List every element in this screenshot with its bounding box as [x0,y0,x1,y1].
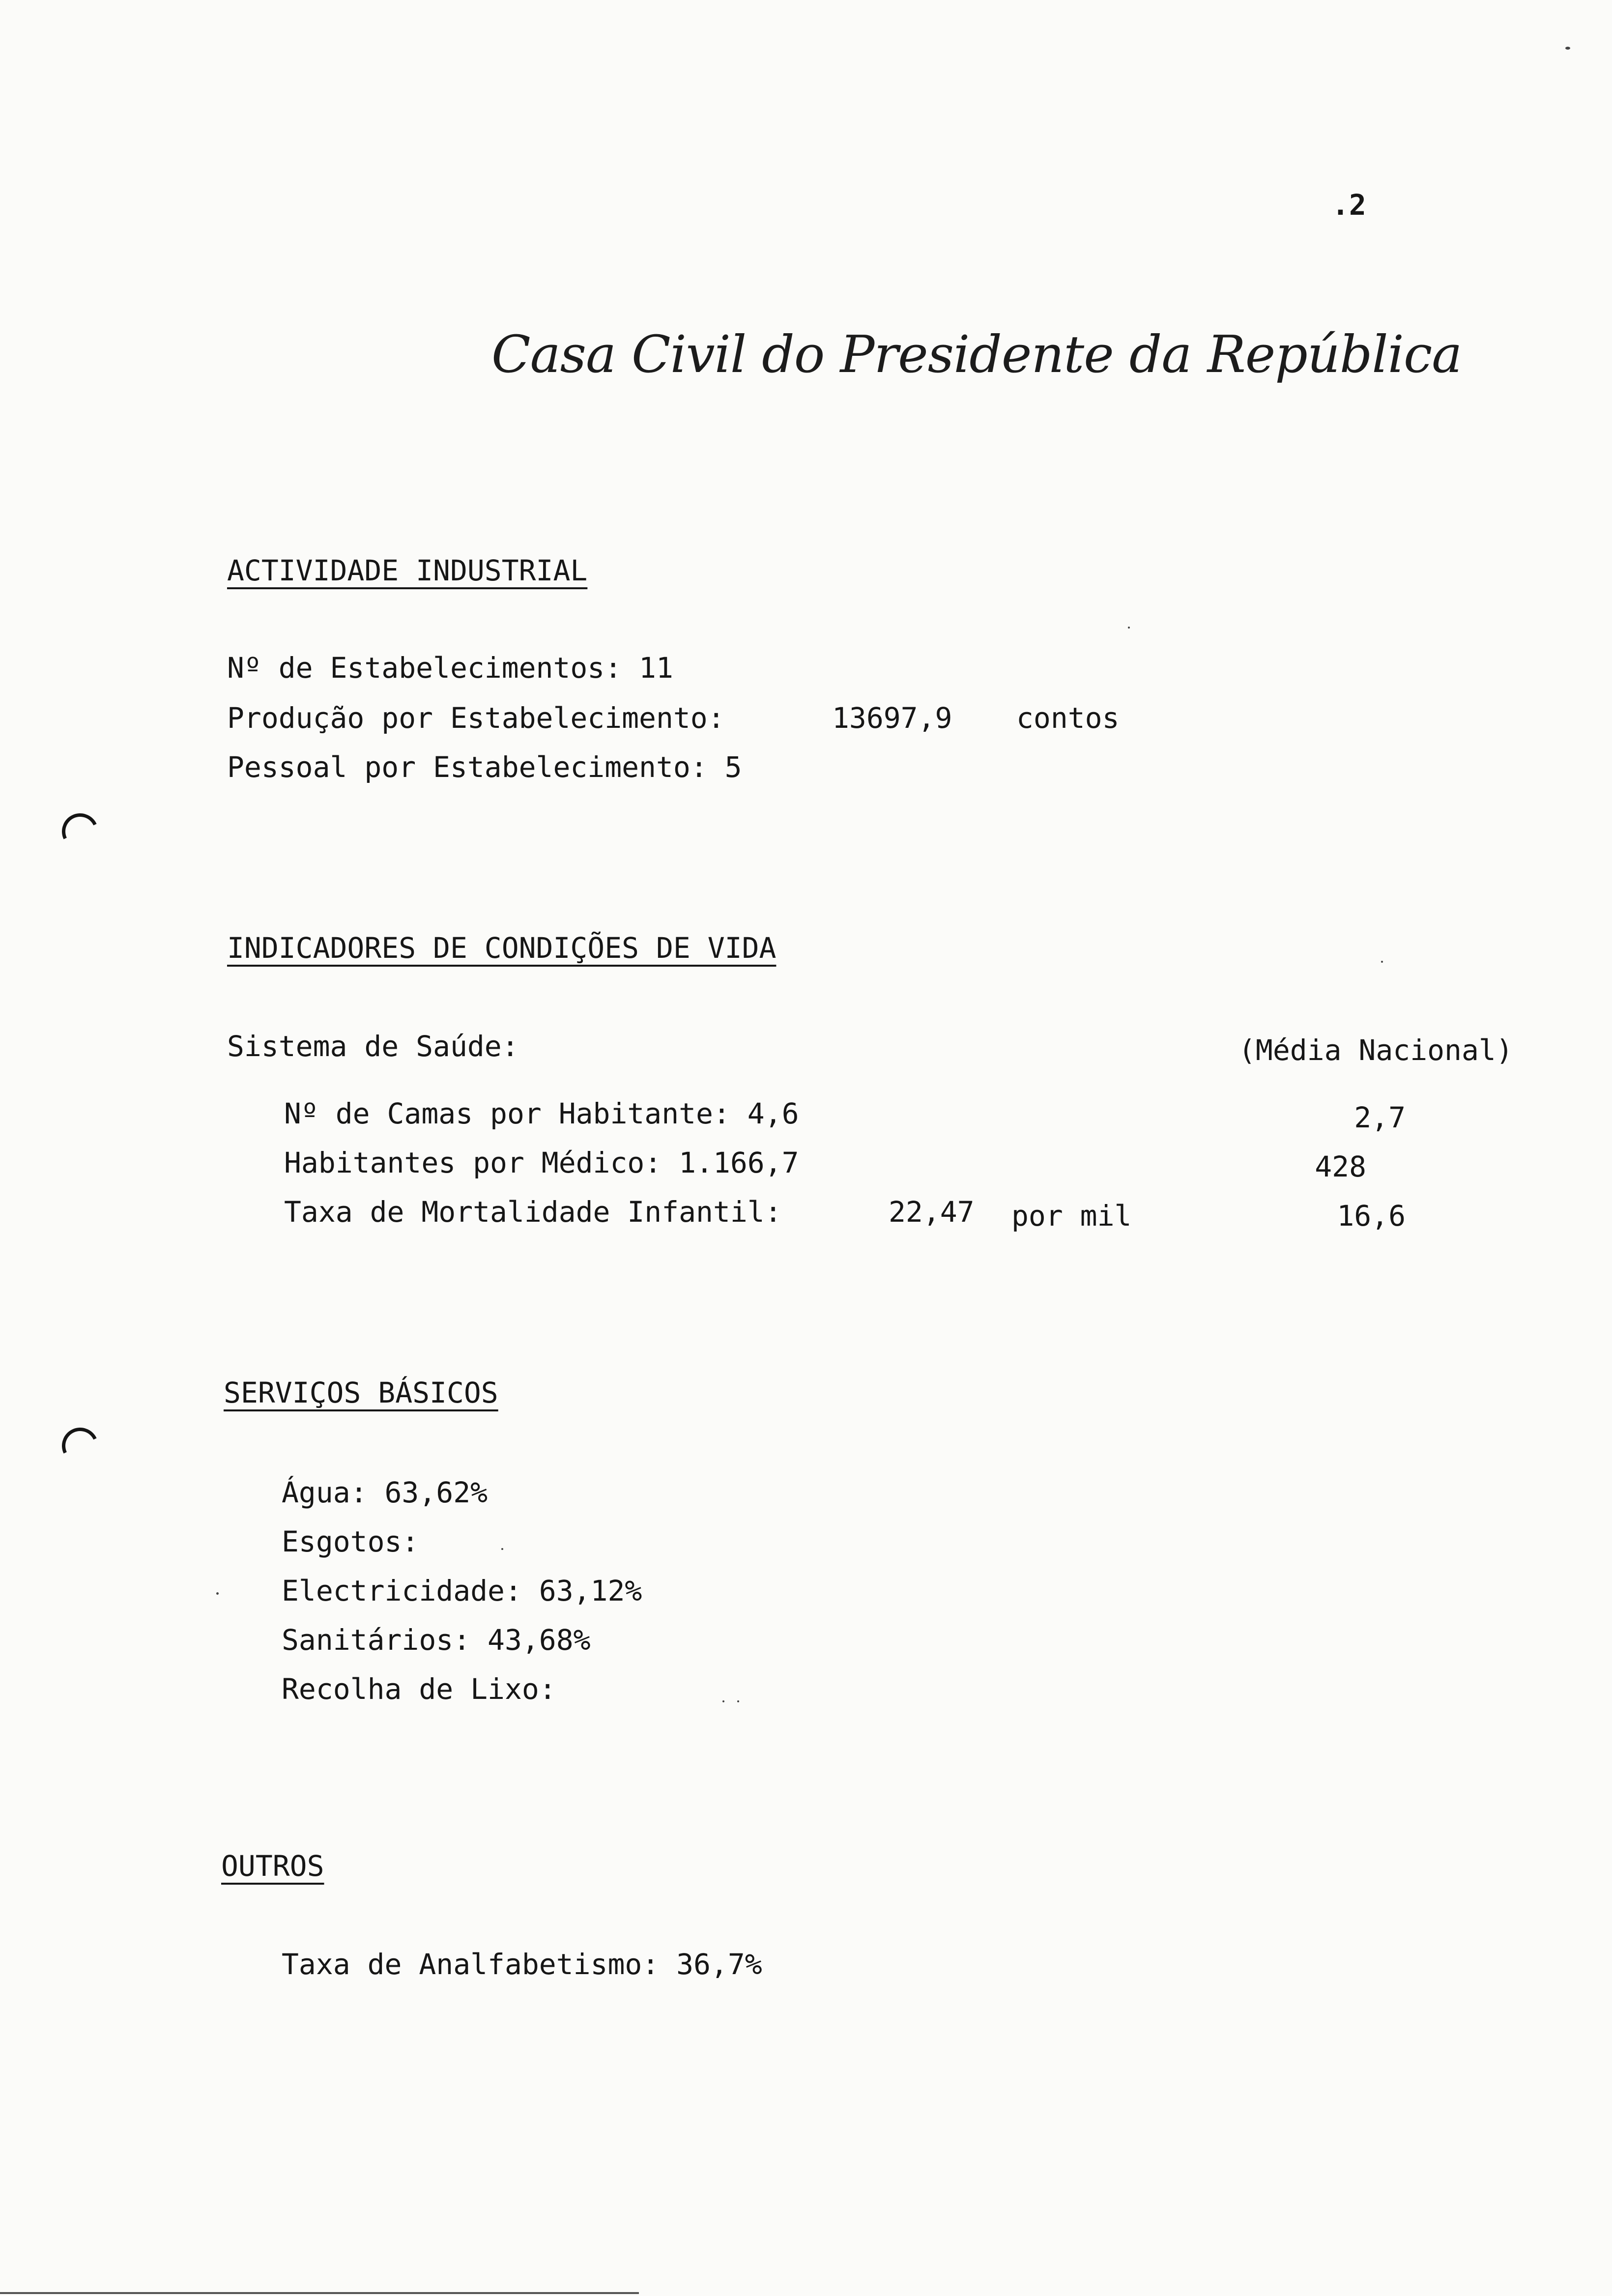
scan-speck [722,1700,724,1702]
section-heading-condicoes-de-vida: INDICADORES DE CONDIÇÕES DE VIDA [227,931,777,965]
esgotos-line: Esgotos: [282,1525,419,1558]
electricidade-line: Electricidade: 63,12% [282,1574,642,1607]
producao-unidade: contos [1016,701,1120,735]
estabelecimentos-line: Nº de Estabelecimentos: 11 [227,651,673,685]
scan-speck [216,1592,219,1595]
scan-speck [1381,961,1383,963]
section-heading-outros: OUTROS [221,1849,324,1883]
sanitarios-line: Sanitários: 43,68% [282,1623,591,1657]
bottom-edge-line [0,2292,639,2294]
agua-line: Água: 63,62% [282,1476,488,1509]
media-nacional-header: (Média Nacional) [1238,1033,1513,1067]
section-heading-actividade-industrial: ACTIVIDADE INDUSTRIAL [227,554,588,587]
producao-label: Produção por Estabelecimento: [227,701,725,735]
page-number: .2 [1332,188,1366,222]
sistema-de-saude-label: Sistema de Saúde: [227,1030,519,1063]
habitantes-media-value: 428 [1315,1150,1366,1183]
camas-por-habitante-line: Nº de Camas por Habitante: 4,6 [284,1097,799,1130]
camas-media-value: 2,7 [1354,1101,1406,1134]
mortalidade-media-value: 16,6 [1337,1199,1406,1233]
mortalidade-infantil-label: Taxa de Mortalidade Infantil: [284,1195,782,1229]
scan-speck [1128,627,1130,629]
scan-speck [501,1548,503,1550]
producao-valor: 13697,9 [832,701,952,735]
scan-speck [737,1700,739,1702]
scan-speck [1565,47,1570,50]
punch-hole-mark [57,1423,104,1469]
punch-hole-mark [57,808,104,855]
analfabetismo-line: Taxa de Analfabetismo: 36,7% [282,1948,762,1981]
section-heading-servicos-basicos: SERVIÇOS BÁSICOS [224,1376,498,1409]
recolha-de-lixo-line: Recolha de Lixo: [282,1672,556,1706]
letterhead: Casa Civil do Presidente da República [491,324,1462,384]
pessoal-line: Pessoal por Estabelecimento: 5 [227,750,742,784]
mortalidade-infantil-valor: 22,47 [889,1195,975,1229]
mortalidade-infantil-unidade: por mil [1011,1199,1132,1233]
habitantes-por-medico-line: Habitantes por Médico: 1.166,7 [284,1146,799,1179]
